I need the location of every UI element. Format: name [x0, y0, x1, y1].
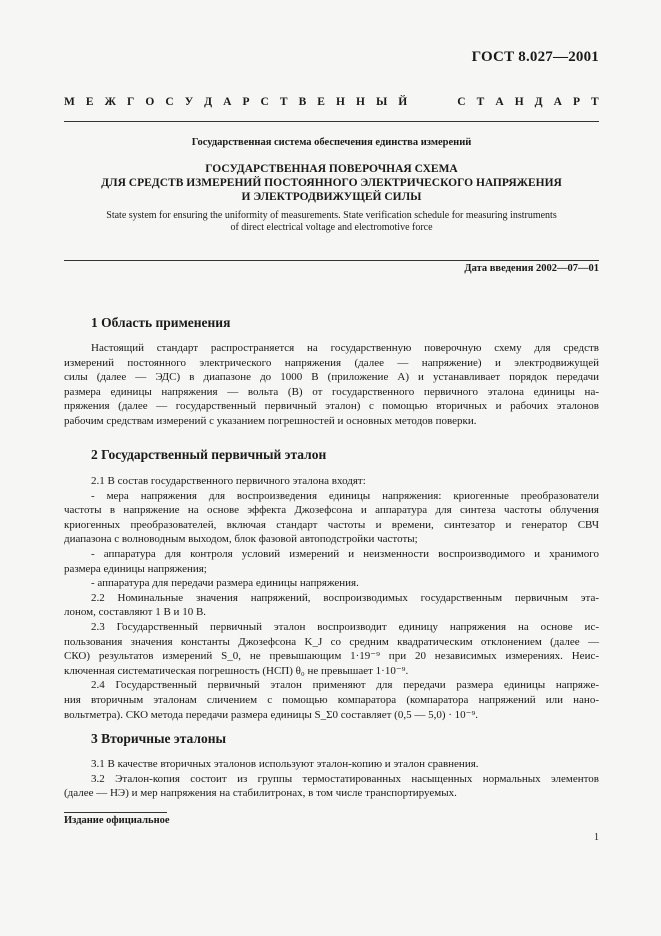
body-line: ключенная систематическая погрешность (НСП) θ₀ не превышает 1·10⁻⁹.	[64, 664, 409, 677]
banner-letter: Д	[534, 96, 543, 108]
banner-letter: Т	[591, 96, 599, 108]
section-3-heading: 3 Вторичные эталоны	[91, 731, 227, 746]
banner-gap	[418, 96, 446, 108]
body-line: (далее — НЭ) и мер напряжения на стабилитронах, в том числе транспортируемых.	[64, 787, 457, 800]
body-line: размера единицы напряжения;	[64, 562, 207, 575]
body-line: - аппаратура для передачи размера единицы напряжения.	[91, 577, 359, 590]
banner-letter: Г	[127, 96, 135, 108]
body-line: рабочим средствам измерений с указанием погрешностей и основных методов поверки.	[64, 415, 477, 427]
body-line: 3.2 Эталон-копия состоит из группы термостатированных насыщенных нормальных элементов	[91, 772, 599, 785]
system-title: Государственная система обеспечения единства измерений	[191, 137, 472, 148]
banner-letter: Р	[242, 96, 250, 108]
banner-letter: М	[64, 96, 75, 108]
english-title	[64, 210, 599, 234]
document-title	[64, 162, 599, 204]
banner-letter: А	[495, 96, 504, 108]
body-line: СКО) результатов измерений S_0, не превышающим 1·19⁻⁹ при 20 независимых измерениях. Неис-	[64, 650, 599, 663]
banner-letter: С	[165, 96, 174, 108]
edition-label: Издание официальное	[64, 815, 170, 826]
title-line: ГОСУДАРСТВЕННАЯ ПОВЕРОЧНАЯ СХЕМА	[205, 163, 458, 175]
body-line: ния вторичным эталонам сличением с помощью компаратора (компаратора напряжений или нано-	[64, 694, 599, 706]
title-rule	[64, 260, 599, 261]
section-1-heading: 1 Область применения	[91, 315, 231, 330]
title-line: ДЛЯ СРЕДСТВ ИЗМЕРЕНИЙ ПОСТОЯННОГО ЭЛЕКТРИЧЕСКОГО НАПРЯЖЕНИЯ	[101, 177, 562, 189]
section-2-heading: 2 Государственный первичный эталон	[91, 447, 327, 462]
standard-code: ГОСТ 8.027—2001	[471, 49, 599, 65]
body-line: лоном, составляют 1 В и 10 В.	[64, 606, 207, 619]
page-number: 1	[594, 832, 599, 843]
body-line: силы (далее — ЭДС) в диапазоне до 1000 В (приложение А) и устанавливает порядок передачи	[64, 371, 599, 384]
banner-letter: А	[553, 96, 562, 108]
banner-letter: Ж	[104, 96, 116, 108]
body-line: вольтметра). СКО метода передачи размера единицы S_Σ0 составляет (0,5 — 5,0) · 10⁻⁹.	[64, 708, 479, 721]
banner-letter: С	[260, 96, 269, 108]
body-line: 2.3 Государственный первичный эталон воспроизводит единицу напряжения на основе ис-	[91, 621, 599, 633]
body-line: пряжения (далее — государственный первичный эталон) с помощью вторичных и рабочих эталонов	[64, 400, 599, 413]
body-line: - аппаратура для контроля условий измерений и неизменности воспроизводимого и хранимого	[91, 548, 599, 560]
english-title-line: State system for ensuring the uniformity of measurements. State verification schedule for measuring instruments	[106, 210, 557, 221]
banner-letter: Р	[572, 96, 580, 108]
effective-date: Дата введения 2002—07—01	[464, 263, 599, 274]
banner-letter: Д	[204, 96, 213, 108]
body-line: частоты в напряжение на основе эффекта Джозефсона и аппаратура для синтеза частоты облучения	[64, 504, 599, 517]
header-rule	[64, 121, 599, 122]
footer-rule	[64, 812, 167, 813]
banner-letter: В	[298, 96, 307, 108]
banner-letter: С	[457, 96, 466, 108]
body-line: 2.4 Государственный первичный эталон применяют для передачи размера единицы напряже-	[91, 679, 599, 692]
body-line: диапазона с волноводным выходом, блок фазовой автоподстройки частоты;	[64, 533, 418, 546]
banner-letter: Ы	[375, 96, 388, 108]
banner-letter: О	[145, 96, 155, 108]
banner-letter: Н	[355, 96, 365, 108]
banner-letter: Н	[335, 96, 345, 108]
banner-letter: Й	[398, 96, 408, 108]
banner-letter: У	[184, 96, 194, 108]
banner-letter: Т	[279, 96, 288, 108]
body-line: 3.1 В качестве вторичных эталонов используют эталон-копию и эталон сравнения.	[91, 758, 479, 770]
body-line: криогенных преобразователей, включая стандарт частоты и времени, синтезатор и генератор СВЧ	[64, 518, 599, 531]
banner-letter: А	[223, 96, 232, 108]
body-line: 2.1 В состав государственного первичного эталона входят:	[91, 475, 366, 487]
banner-letter: Т	[476, 96, 485, 108]
standard-banner	[64, 96, 599, 108]
body-line: 2.2 Номинальные значения напряжений, воспроизводимых государственным первичным эта-	[91, 591, 599, 604]
body-line: пользования значения константы Джозефсона K_J со средним квадратическим отклонением (далее —	[64, 635, 599, 648]
banner-letter: Н	[514, 96, 524, 108]
body-line: размера единицы напряжения — вольта (В) от государственного первичного эталона единицы на-	[64, 385, 599, 398]
english-title-line: of direct electrical voltage and electromotive force	[230, 222, 433, 233]
banner-letter: Е	[85, 96, 94, 108]
body-line: Настоящий стандарт распространяется на государственную поверочную схему для средств	[91, 342, 599, 354]
banner-letter: Е	[317, 96, 325, 108]
title-line: И ЭЛЕКТРОДВИЖУЩЕЙ СИЛЫ	[241, 191, 422, 203]
body-line: измерений постоянного электрического напряжения (далее — напряжение) и электродвижущей	[64, 356, 599, 369]
body-line: - мера напряжения для воспроизведения единицы напряжения: криогенные преобразователи	[91, 489, 599, 502]
